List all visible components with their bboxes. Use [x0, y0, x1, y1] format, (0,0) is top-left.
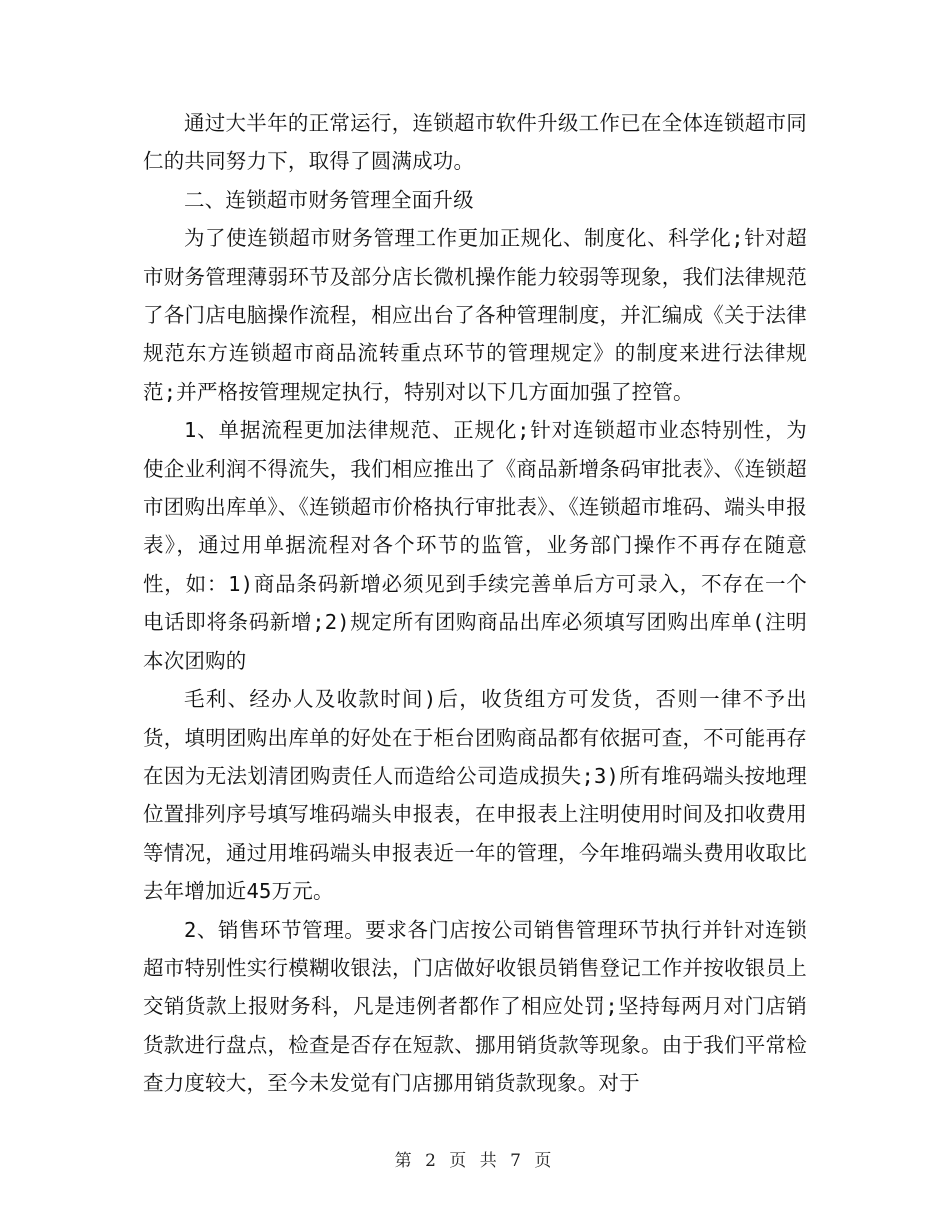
document-body — [143, 104, 807, 1103]
paragraph-document-process: 1、单据流程更加法律规范、正规化;针对连锁超市业态特别性，为使企业利润不得流失，我们相应推出了《商品新增条码审批表》、《连锁超市团购出库单》、《连锁超市价格执行审批表》、《连锁超市堆码、端头申报表》，通过用单据流程对各个环节的监管，业务部门操作不再存在随意性，如：1)商品条码新增必须见到手续完善单后方可录入，不存在一个电话即将条码新增;2)规定所有团购商品出库必须填写团购出库单(注明本次团购的 — [143, 418, 807, 673]
paragraph-document-process-continued: 毛利、经办人及收款时间)后，收货组方可发货，否则一律不予出货，填明团购出库单的好处在于柜台团购商品都有依据可查，不可能再存在因为无法划清团购责任人而造给公司造成损失;3)所有堆码端头按地理位置排列序号填写堆码端头申报表，在申报表上注明使用时间及扣收费用等情况，通过用堆码端头申报表近一年的管理，今年堆码端头费用收取比去年增加近45万元。 — [143, 687, 807, 904]
page-number-footer: 第 2 页 共 7 页 — [394, 1151, 556, 1171]
section-heading: 二、连锁超市财务管理全面升级 — [184, 187, 474, 212]
paragraph-sales-management: 2、销售环节管理。要求各门店按公司销售管理环节执行并针对连锁超市特别性实行模糊收银法，门店做好收银员销售登记工作并按收银员上交销货款上报财务科，凡是违例者都作了相应处罚;坚持每两月对门店销货款进行盘点，检查是否存在短款、挪用销货款等现象。由于我们平常检查力度较大，至今未发觉有门店挪用销货款现象。对于 — [143, 917, 807, 1096]
paragraph-intro: 通过大半年的正常运行，连锁超市软件升级工作已在全体连锁超市同仁的共同努力下，取得了圆满成功。 — [143, 111, 807, 174]
paragraph-finance-upgrade: 为了使连锁超市财务管理工作更加正规化、制度化、科学化;针对超市财务管理薄弱环节及部分店长微机操作能力较弱等现象，我们法律规范了各门店电脑操作流程，相应出台了各种管理制度，并汇编成《关于法律规范东方连锁超市商品流转重点环节的管理规定》的制度来进行法律规范;并严格按管理规定执行，特别对以下几方面加强了控管。 — [143, 226, 807, 404]
